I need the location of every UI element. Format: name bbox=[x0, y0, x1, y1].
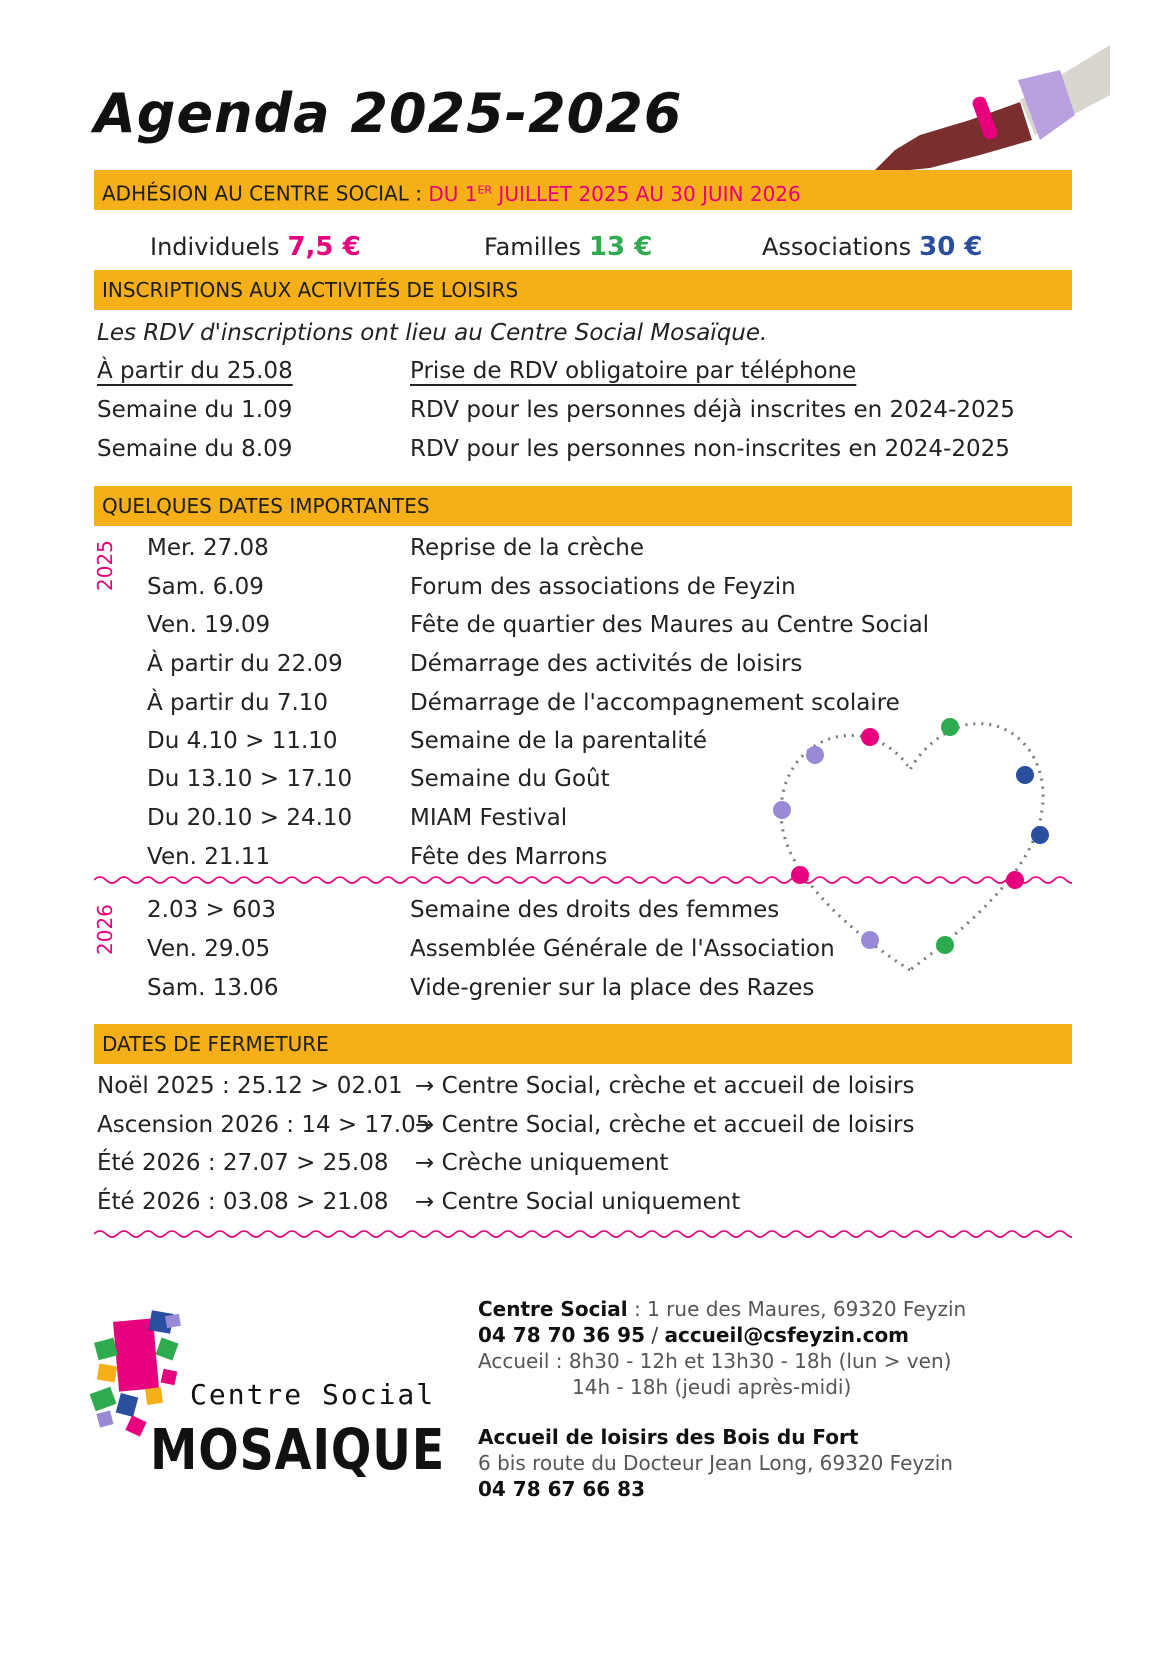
inscriptions-intro: Les RDV d'inscriptions ont lieu au Centre Social Mosaïque. bbox=[97, 320, 768, 346]
date-item: À partir du 7.10 bbox=[147, 690, 329, 716]
logo-line1: Centre Social bbox=[190, 1378, 436, 1411]
date-item: Ven. 21.11 bbox=[147, 844, 271, 870]
fermeture-row-right: → Centre Social, crèche et accueil de loisirs bbox=[415, 1112, 915, 1138]
date-item: Sam. 6.09 bbox=[147, 574, 264, 600]
logo-line2: MOSAIQUE bbox=[150, 1418, 446, 1483]
date-item: À partir du 22.09 bbox=[147, 651, 343, 677]
event-item: MIAM Festival bbox=[410, 805, 568, 831]
fermeture-row-left: Été 2026 : 03.08 > 21.08 bbox=[97, 1189, 389, 1215]
price-familles: Familles 13 € bbox=[484, 232, 653, 262]
event-item: Fête de quartier des Maures au Centre Social bbox=[410, 612, 930, 638]
inscriptions-row-right: RDV pour les personnes déjà inscrites en 2024-2025 bbox=[410, 397, 1015, 423]
fermeture-row-left: Noël 2025 : 25.12 > 02.01 bbox=[97, 1073, 403, 1099]
event-item: Forum des associations de Feyzin bbox=[410, 574, 796, 600]
event-item: Semaine de la parentalité bbox=[410, 728, 707, 754]
event-item: Démarrage des activités de loisirs bbox=[410, 651, 803, 677]
cs-phone[interactable]: 04 78 70 36 95 bbox=[478, 1323, 646, 1347]
event-item: Vide-grenier sur la place des Razes bbox=[410, 975, 815, 1001]
dates-bar: QUELQUES DATES IMPORTANTES bbox=[94, 486, 1072, 526]
al-address: 6 bis route du Docteur Jean Long, 69320 Feyzin bbox=[478, 1451, 953, 1475]
fermeture-row-right: → Crèche uniquement bbox=[415, 1150, 669, 1176]
event-item: Reprise de la crèche bbox=[410, 535, 644, 561]
adhesion-dates: DU 1ER JUILLET 2025 AU 30 JUIN 2026 bbox=[428, 181, 801, 206]
inscriptions-row-right: Prise de RDV obligatoire par téléphone bbox=[410, 358, 857, 384]
fermeture-row-left: Ascension 2026 : 14 > 17.05 bbox=[97, 1112, 431, 1138]
cs-phone-email-line: 04 78 70 36 95 / accueil@csfeyzin.com bbox=[478, 1323, 910, 1347]
fermeture-row-left: Été 2026 : 27.07 > 25.08 bbox=[97, 1150, 389, 1176]
hand-illustration bbox=[860, 40, 1110, 190]
price-associations: Associations 30 € bbox=[762, 232, 983, 262]
inscriptions-row-left: Semaine du 8.09 bbox=[97, 436, 293, 462]
date-item: Du 4.10 > 11.10 bbox=[147, 728, 338, 754]
event-item: Démarrage de l'accompagnement scolaire bbox=[410, 690, 900, 716]
year-label-2025: 2025 bbox=[93, 540, 117, 591]
event-item: Fête des Marrons bbox=[410, 844, 608, 870]
cs-hours-line2: 14h - 18h (jeudi après-midi) bbox=[572, 1375, 852, 1399]
al-name: Accueil de loisirs des Bois du Fort bbox=[478, 1425, 859, 1449]
date-item: Mer. 27.08 bbox=[147, 535, 269, 561]
date-item: 2.03 > 603 bbox=[147, 897, 277, 923]
contact-block bbox=[478, 1296, 1068, 1502]
date-item: Du 13.10 > 17.10 bbox=[147, 766, 353, 792]
inscriptions-bar: INSCRIPTIONS AUX ACTIVITÉS DE LOISIRS bbox=[94, 270, 1072, 310]
cs-address-line: Centre Social : 1 rue des Maures, 69320 Feyzin bbox=[478, 1297, 967, 1321]
year-label-2026: 2026 bbox=[93, 904, 117, 955]
date-item: Ven. 19.09 bbox=[147, 612, 271, 638]
event-item: Semaine des droits des femmes bbox=[410, 897, 780, 923]
fermeture-row-right: → Centre Social, crèche et accueil de loisirs bbox=[415, 1073, 915, 1099]
inscriptions-row-left: Semaine du 1.09 bbox=[97, 397, 293, 423]
adhesion-label: ADHÉSION AU CENTRE SOCIAL : bbox=[102, 181, 429, 206]
date-item: Du 20.10 > 24.10 bbox=[147, 805, 353, 831]
fermeture-bar: DATES DE FERMETURE bbox=[94, 1024, 1072, 1064]
page-title: Agenda 2025-2026 bbox=[94, 82, 683, 145]
inscriptions-row-left: À partir du 25.08 bbox=[97, 358, 293, 384]
event-item: Assemblée Générale de l'Association bbox=[410, 936, 835, 962]
cs-email-link[interactable]: accueil@csfeyzin.com bbox=[664, 1323, 910, 1347]
event-item: Semaine du Goût bbox=[410, 766, 610, 792]
cs-hours-line: Accueil : 8h30 - 12h et 13h30 - 18h (lun > ven) bbox=[478, 1349, 952, 1373]
heart-people-illustration bbox=[760, 715, 1060, 985]
price-individuels: Individuels 7,5 € bbox=[150, 232, 361, 262]
date-item: Ven. 29.05 bbox=[147, 936, 271, 962]
people-figures bbox=[773, 718, 1049, 954]
date-item: Sam. 13.06 bbox=[147, 975, 279, 1001]
wavy-divider bbox=[94, 1228, 1072, 1240]
al-phone[interactable]: 04 78 67 66 83 bbox=[478, 1477, 646, 1501]
fermeture-row-right: → Centre Social uniquement bbox=[415, 1189, 741, 1215]
inscriptions-row-right: RDV pour les personnes non-inscrites en 2024-2025 bbox=[410, 436, 1010, 462]
adhesion-bar bbox=[94, 170, 1072, 210]
